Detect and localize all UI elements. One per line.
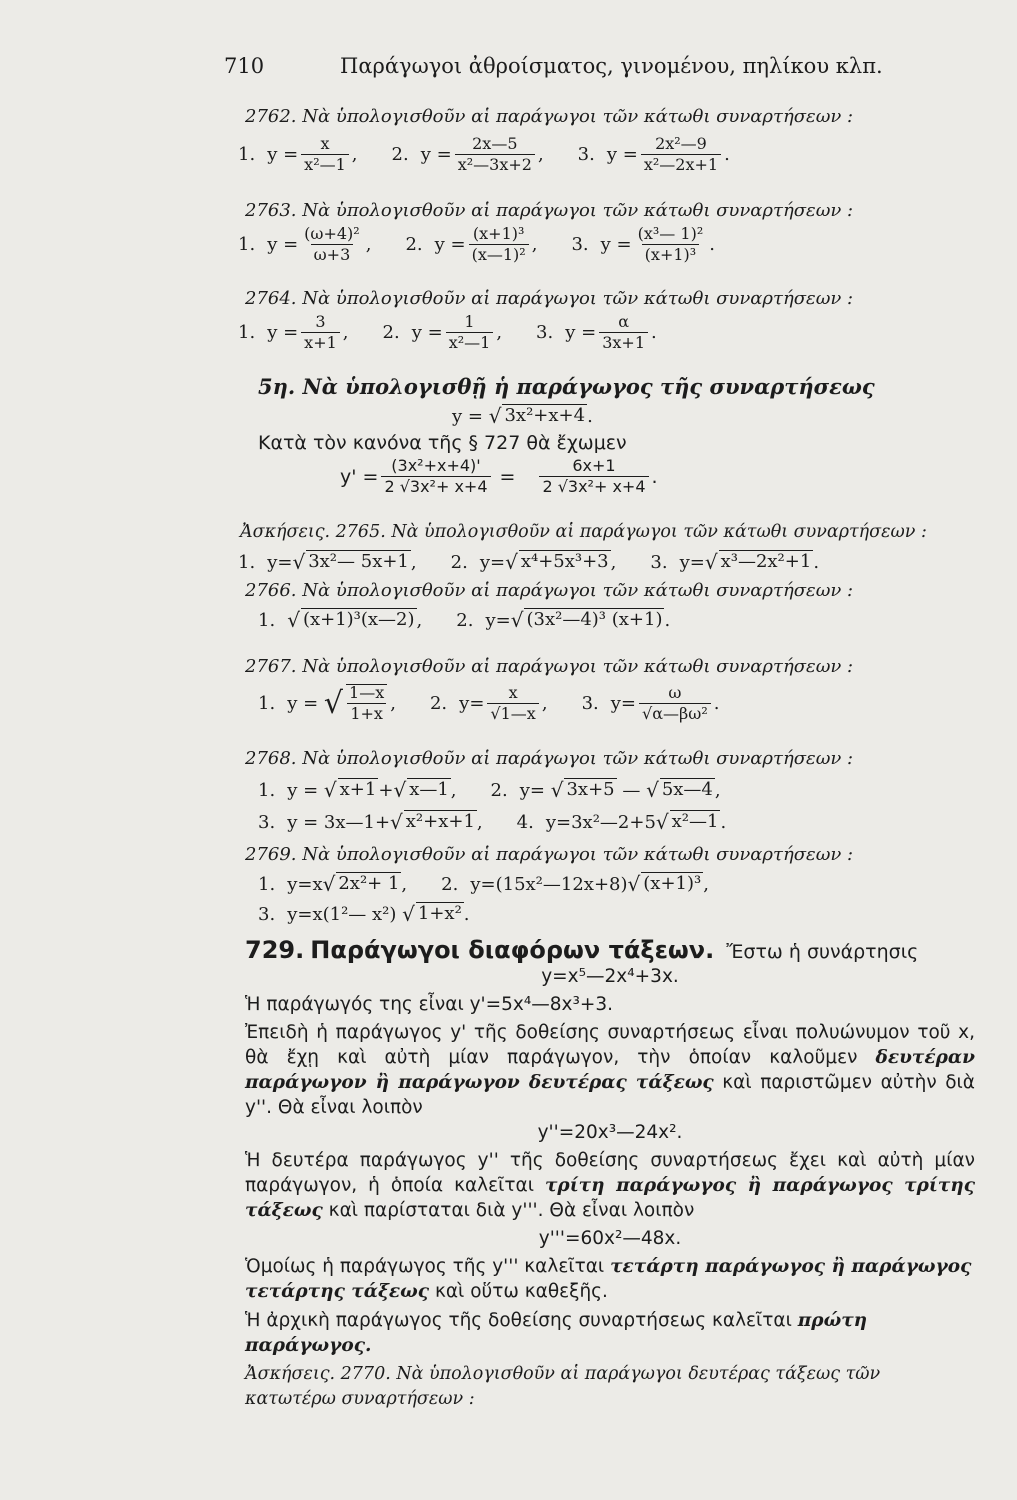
section-729-paragraph-5: Ἡ ἀρχικὴ παράγωγος τῆς δοθείσης συναρτήσεως καλεῖται πρώτη παράγωγος. — [245, 1310, 868, 1356]
formula: 2. y = $\frac{2x—5}{\text{x²—3x+2}}$ , — [391, 134, 544, 174]
formula: 2. y=(15x²—12x+8) √ (x+1)³ , — [441, 872, 709, 896]
formula: 2. y= $\frac{x}{√1—x}$ , — [429, 682, 548, 723]
section-729-second-derivative: y''=20x³—24x². — [537, 1122, 683, 1143]
running-title: Παράγωγοι ἀθροίσματος, γινομένου, πηλίκου κλπ. — [340, 54, 883, 78]
exercise-2765-formulas — [238, 550, 853, 574]
section-729-paragraph-4: Ὁμοίως ἡ παράγωγος τῆς y''' καλεῖται τετάρτη παράγωγος ἢ παράγωγος τετάρτης τάξεως καὶ οὕτω καθεξῆς. — [245, 1256, 972, 1302]
formula: 2. y = $\frac{1}{\text{x²—1}}$ , — [382, 312, 503, 352]
exercise-2769-intro: 2769. Νὰ ὑπολογισθοῦν αἱ παράγωγοι τῶν κάτωθι συναρτήσεων : — [245, 844, 854, 865]
section-5-title: 5η. Νὰ ὑπολογισθῇ ἡ παράγωγος τῆς συναρτήσεως — [258, 374, 875, 399]
section-5-derivative: y' = $\frac{\text{(3x²+x+4)'}}{\text{2 √3x²+ x+4}}$ = $\frac{6x+1}{\text{2 √3x²+ x+4}}$ . — [340, 456, 658, 496]
page-number: 710 — [224, 54, 265, 78]
formula: 1. y = $\frac{\text{(ω+4)²}}{\omega+3}$ , — [238, 224, 372, 264]
exercise-2770-intro: Ἀσκήσεις. 2770. Νὰ ὑπολογισθοῦν αἱ παράγωγοι δευτέρας τάξεως τῶν κατωτέρω συναρτήσεων : — [245, 1364, 881, 1409]
formula: 2. y= √ 3x+5 — √ 5x—4 , — [490, 778, 721, 802]
formula: 2. y= √ x⁴+5x³+3 , — [450, 550, 617, 574]
exercise-2766-formulas — [258, 608, 704, 632]
exercise-2765-intro: Ἀσκήσεις. 2765. Νὰ ὑπολογισθοῦν αἱ παράγωγοι τῶν κάτωθι συναρτήσεων : — [240, 522, 927, 542]
exercise-2768-intro: 2768. Νὰ ὑπολογισθοῦν αἱ παράγωγοι τῶν κάτωθι συναρτήσεων : — [245, 748, 854, 769]
section-5-function: y = √ 3x²+x+4 . — [452, 404, 593, 428]
exercise-2767-formulas — [258, 684, 753, 722]
exercise-2766-intro: 2766. Νὰ ὑπολογισθοῦν αἱ παράγωγοι τῶν κάτωθι συναρτήσεων : — [245, 580, 854, 601]
section-729-first-derivative: Ἡ παράγωγός της εἶναι y'=5x⁴—8x³+3. — [245, 994, 614, 1015]
formula: 2. y = $\frac{\text{(x+1)³}}{\text{(x—1)²}}$ , — [405, 224, 538, 264]
exercise-2762-intro: 2762. Νὰ ὑπολογισθοῦν αἱ παράγωγοι τῶν κάτωθι συναρτήσεων : — [245, 106, 854, 127]
formula: 1. y = $\frac{x}{\text{x²—1}}$ , — [238, 134, 358, 174]
exercise-2763-formulas — [238, 226, 749, 263]
exercise-2764-intro: 2764. Νὰ ὑπολογισθοῦν αἱ παράγωγοι τῶν κάτωθι συναρτήσεων : — [245, 288, 854, 309]
section-729-paragraph-2: Ἐπειδὴ ἡ παράγωγος y' τῆς δοθείσης συναρτήσεως εἶναι πολυώνυμον τοῦ x, θὰ ἔχῃ καὶ αὐτὴ μίαν παράγωγον, τὴν ὁποίαν καλοῦμεν δευτέραν παράγωγον ἢ παράγωγον δευτέρας τάξεως καὶ παριστῶμεν αὐτὴν διὰ y''. Θὰ εἶναι λοιπὸν — [245, 1022, 975, 1118]
formula: 3. y = $\frac{\text{(x³— 1)²}}{\text{(x+1)³}}$ . — [571, 224, 715, 264]
formula: 3. y = $\frac{\text{2x²—9}}{\text{x²—2x+1}}$ . — [577, 134, 730, 174]
formula: 4. y=3x²—2+5 √ x²—1 . — [516, 810, 727, 834]
formula: 1. y= √ 3x²— 5x+1 , — [238, 550, 417, 574]
formula: 3. y = $\frac{\alpha}{3x+1}$ . — [536, 312, 657, 352]
exercise-2763-intro: 2763. Νὰ ὑπολογισθοῦν αἱ παράγωγοι τῶν κάτωθι συναρτήσεων : — [245, 200, 854, 221]
exercise-2768-formulas-a — [258, 778, 755, 802]
exercise-2769-formulas-a — [258, 872, 743, 896]
formula: 1. y = √ $\frac{1—x}{1+x}$ , — [258, 683, 396, 723]
formula: 1. y=x √ 2x²+ 1 , — [258, 872, 408, 896]
section-729-function: y=x⁵—2x⁴+3x. — [541, 966, 679, 987]
section-729-third-derivative: y'''=60x²—48x. — [538, 1228, 682, 1249]
formula: 1. √ (x+1)³(x—2) , — [258, 608, 423, 632]
exercise-2769-formulas-b — [258, 902, 504, 926]
section-5-rule: Κατὰ τὸν κανόνα τῆς § 727 θὰ ἔχωμεν — [258, 432, 627, 454]
section-729-heading: 729. Παράγωγοι διαφόρων τάξεων. Ἔστω ἡ συνάρτησις — [245, 936, 919, 964]
exercise-2764-formulas — [238, 314, 691, 351]
formula: 1. y = √ x+1 + √ x—1 , — [258, 778, 457, 802]
exercise-2767-intro: 2767. Νὰ ὑπολογισθοῦν αἱ παράγωγοι τῶν κάτωθι συναρτήσεων : — [245, 656, 854, 677]
formula: 1. y = $\frac{3}{x+1}$ , — [238, 312, 349, 352]
formula: 3. y= $\frac{\omega}{\text{√α—βω²}}$ . — [581, 682, 720, 723]
exercise-2768-formulas-b — [258, 810, 760, 834]
section-729-paragraph-3: Ἡ δευτέρα παράγωγος y'' τῆς δοθείσης συναρτήσεως ἔχει καὶ αὐτὴ μίαν παράγωγον, ἡ ὁποία καλεῖται τρίτη παράγωγος ἢ παράγωγος τρίτης τάξεως καὶ παρίσταται διὰ y'''. Θὰ εἶναι λοιπὸν — [245, 1150, 975, 1221]
exercise-2762-formulas — [238, 136, 764, 173]
formula: 2. y= √ (3x²—4)³ (x+1) . — [456, 608, 671, 632]
formula: 3. y=x(1²— x²) √ 1+x² . — [258, 902, 470, 926]
formula: 3. y= √ x³—2x²+1 . — [650, 550, 820, 574]
formula: 3. y = 3x—1+ √ x²+x+1 , — [258, 810, 483, 834]
